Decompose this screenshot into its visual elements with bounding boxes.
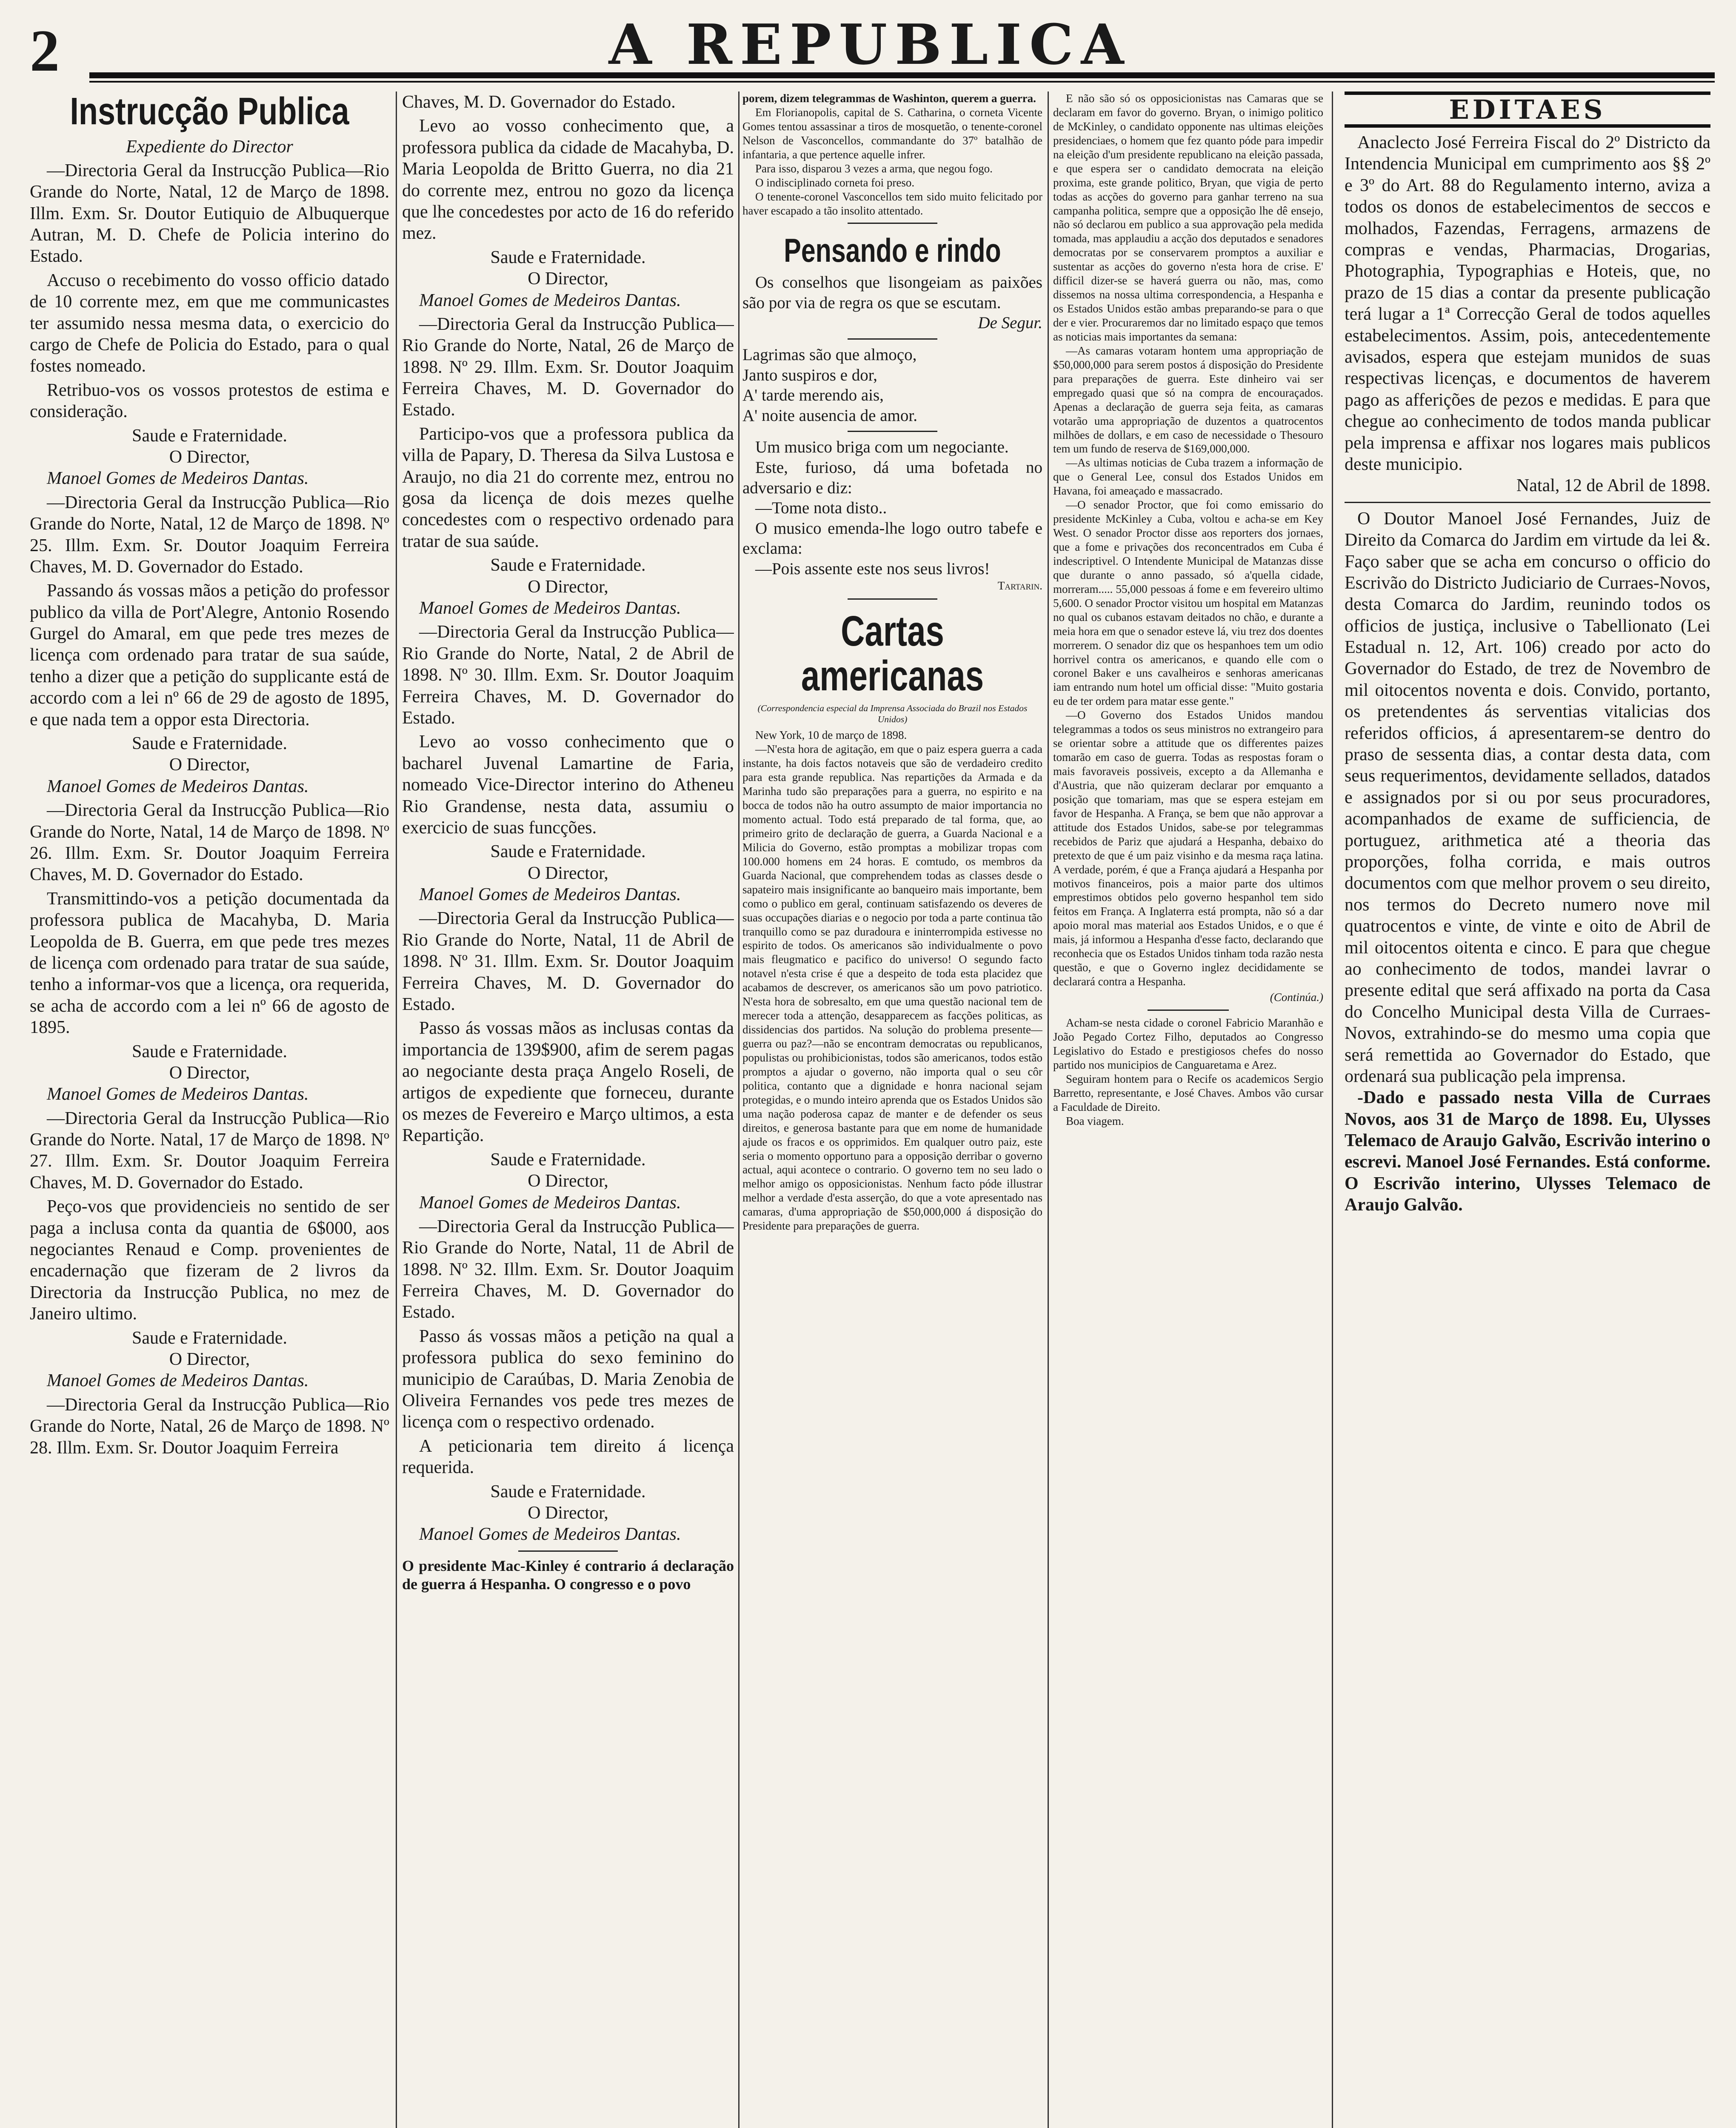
official-letter <box>402 1481 734 1545</box>
official-letter <box>30 733 389 797</box>
official-letter <box>402 1326 734 1433</box>
letter-text: —Directoria Geral da Instrucção Publica—Rio Grande do Norte, Natal, 14 de Março de 1898. Nº 26. Illm. Exm. Sr. Doutor Joaquim Ferreira Chaves, M. D. Governador do Estado. <box>30 801 389 885</box>
official-letter <box>402 115 734 244</box>
local-news <box>1053 1016 1323 1128</box>
official-letter <box>402 621 734 729</box>
salutation: Saude e Fraternidade. <box>131 1328 288 1348</box>
official-letter <box>30 888 389 1038</box>
salutation: Saude e Fraternidade. <box>131 1041 288 1061</box>
letter-text: —Directoria Geral da Instrucção Publica—Rio Grande do Norte, Natal, 26 de Março de 1898. Nº 28. Illm. Exm. Sr. Doutor Joaquim Ferreira <box>30 1395 389 1458</box>
signature-name: Manoel Gomes de Medeiros Dantas. <box>47 776 309 796</box>
official-letter <box>402 314 734 421</box>
official-letter <box>30 425 389 489</box>
salutation: Saude e Fraternidade. <box>131 426 288 446</box>
paragraph: Este, furioso, dá uma bofetada no adversario e diz: <box>742 458 1042 497</box>
letter-text: Passo ás vossas mãos as inclusas contas da importancia de 139$900, afim de serem pagas ao negociante desta praça Angelo Roseli, de artigos de expediente que forneceu, durante os mezes de Fevereiro e Março ultimos, a esta Repartição. <box>402 1018 734 1146</box>
letter-text: —Directoria Geral da Instrucção Publica—Rio Grande do Norte, Natal, 12 de Março de 1898. Nº 25. Illm. Exm. Sr. Doutor Joaquim Ferreira Chaves, M. D. Governador do Estado. <box>30 492 389 577</box>
paragraph: —As camaras votaram hontem uma appropriação de $50,000,000 para serem postos á disposição do Presidente para preparações de guerra. Este dinheiro vai ser empregado quasi que só na compra de encouraçados. Apenas a declaração de guerra seja feita, as camaras votarão uma appropriação de duzentos a quatrocentos milhões de dollars, e em caso de necessidade o Thesouro tem um fundo de reserva de $169,000,000. <box>1053 344 1323 455</box>
paragraph: —O Governo dos Estados Unidos mandou telegrammas a todos os seus ministros no extrangeiro para se orientar sobre a attitude que os differentes paizes tomarão em caso de guerra. Todas as respostas foram o mais favoraveis possiveis, excepto a da Allemanha e d'Austria, que não quizeram declarar por emquanto a posição que tomariam, mas que se espera estejam em favor de Hespanha. A França, se bem que não approvar a attitude dos Estados Unidos, sabe-se por telegrammas recebidos de Pariz que ajudará a Hespanha, debaixo do pretexto de que é um paiz visinho e da mesma raça latina. A verdade, porém, é que a França ajudará a Hespanha por motivos financeiros, pois a maior parte dos ultimos emprestimos obtidos pelo governo hespanhol tem sido feitos em França. A Inglaterra está prompta, não só a dar apoio moral mas material aos Estados Unidos, e o que é mais, já informou a Hespanha d'esse facto, declarando que reconhecia que os Estados Unidos tinham toda razão nesta questão, e que o Governo inglez decididamente se declarará contra a Hespanha. <box>1053 709 1323 988</box>
paragraph: Para isso, disparou 3 vezes a arma, que negou fogo. <box>755 162 993 175</box>
official-letter <box>30 1108 389 1194</box>
official-letter <box>30 1394 389 1459</box>
paragraph: E não são só os opposicionistas nas Camaras que se declaram em favor do governo. Bryan, o inimigo politico de McKinley, o candidato opponente nas ultimas eleições presidenciaes, o homem que fez quanto póde para impedir na eleição d'um presidente republicano na eleição passada, e que espera ser o candidato democrata na eleição proxima, este grande politico, Bryan, que vigia de perto todas as acções do governo para ganhar terreno na sua campanha politica, sempre que a opposição lhe dê ensejo, não só declarou em publico a sua approvação pela medida tomada, mas applaudiu a acção dos deputados e senadores democratas por se conservarem promptos a auxiliar e sustentar as acções do governo n'esta hora de crise. E' difficil dizer-se se haverá guerra ou não, mas, como dissemos na nossa ultima correspondencia, a Hespanha e os Estados Unidos estão ambas preparando-se para o que der e vier. Procuraremos dar no limitado espaço que temos as noticias mais importantes da semana: <box>1053 92 1323 343</box>
salutation: Saude e Fraternidade. <box>490 842 646 862</box>
letter-text: Levo ao vosso conhecimento que, a professora publica da cidade de Macahyba, D. Maria Leopolda de Britto Guerra, no dia 21 do corrente mez, entrou no gozo da licença que lhe concedestes por acto de 16 do referido mez. <box>402 116 734 243</box>
signature-title: O Director, <box>528 1503 608 1523</box>
cartas-americanas-cont <box>1053 92 1323 989</box>
salutation: Saude e Fraternidade. <box>490 555 646 575</box>
letter-text: Participo-vos que a professora publica da villa de Papary, D. Theresa da Silva Lustosa e Araujo, no dia 21 do corrente mez, entrou no gosa da licença de dois mezes quelhe concedestes com o respectivo ordenado para tratar de sua saúde. <box>402 424 734 551</box>
signature-title: O Director, <box>169 447 250 467</box>
paragraph: —N'esta hora de agitação, em que o paiz espera guerra a cada instante, ha dois factos notaveis que são de verdadeiro credito para esta grande republica. Nas repartições da Armada e da Marinha tudo são preparações para a guerra, no espirito e na bocca de todos não ha outro assumpto de maior importancia no momento actual. Todo está preparado de tal forma, que, ao primeiro grito de declaração de guerra, a Guarda Nacional e a Milicia do Governo, estão promptas a mobilizar tropas com 100.000 homens em 24 horas. E comtudo, os membros da Guarda Nacional, que comprehendem todas as classes desde o sapateiro mais insignificante ao banqueiro mais importante, bem como o publico em geral, continuam satisfazendo os deveres de suas occupações diarias e o negocio por toda a parte continua tão tranquillo como se paz duradoura e ininterrompida estivesse no espirito de todos. Os americanos são individualmente o povo mais fleugmatico e pacifico do universo! O segundo facto notavel n'esta crise é que a despeito de toda esta placidez que acabamos de descrever, os americanos são um povo patriotico. N'esta hora de sobresalto, em que uma questão nacional tem de merecer toda a attenção, desapparecem as facções politicas, as dissidencias dos partidos. Na solução do problema presente—guerra ou paz?—não se encontram democratas ou republicanos, populistas ou prohibicionistas, todos são americanos, todos estão promptos a ajudar o governo, não importa qual o seu côr politica, contanto que a dignidade e honra nacional sejam protegidas, e o mundo inteiro aprenda que os Estados Unidos são uma nação poderosa capaz de manter e de defender os seus direitos, e generosa bastante para que em nome de humanidade ajude os fracos e os opprimidos. Em qualquer outro paiz, este seria o momento opportuno para a opposição derribar o governo actual, aqui acontece o contrario. O governo tem no seu lado o melhor amigo os opposicionistas. Nenhum facto póde illustrar melhor a verdade d'esta asserção, do que a vote apresentado nas camaras, d'uma appropriação de $50,000,000 á disposição do Presidente para preparações de guerra. <box>742 743 1042 1233</box>
official-letter <box>402 555 734 619</box>
letter-text: —Directoria Geral da Instrucção Publica—Rio Grande do Norte, Natal, 2 de Abril de 1898. Nº 30. Illm. Exm. Sr. Doutor Joaquim Ferreira Chaves, M. D. Governador do Estado. <box>402 622 734 728</box>
quote-author: De Segur. <box>978 314 1042 332</box>
paragraph: Lagrimas são que almoço, <box>742 346 917 364</box>
official-letter <box>402 1018 734 1146</box>
letter-text: —Directoria Geral da Instrucção Publica—Rio Grande do Norte, Natal, 12 de Março de 1898. Illm. Exm. Sr. Doutor Eutiquio de Albuquerque Autran, M. D. Chefe de Policia interino do Estado. <box>30 160 389 266</box>
telegram-note: porem, dizem telegrammas de Washinton, querem a guerra. <box>742 92 1036 105</box>
poem <box>742 345 1042 426</box>
divider <box>1345 502 1710 503</box>
column-news-and-humor <box>742 92 1042 2128</box>
official-letter <box>30 380 389 423</box>
divider <box>848 598 938 600</box>
letter-text: Chaves, M. D. Governador do Estado. <box>402 92 676 112</box>
paragraph: A' tarde merendo ais, <box>742 386 884 405</box>
news-brief <box>742 92 1042 217</box>
quote-text: Os conselhos que lisongeiam as paixões são por via de regra os que se escutam. <box>742 273 1042 312</box>
salutation: Saude e Fraternidade. <box>490 247 646 267</box>
official-letter <box>30 1196 389 1324</box>
cartas-americanas-body <box>742 742 1042 1233</box>
entry-list <box>30 160 389 1459</box>
paragraph: —Pois assente este nos seus livros! <box>755 559 990 578</box>
florianopolis-report <box>742 106 1042 218</box>
edital-fiscal <box>1345 132 1710 497</box>
official-letter <box>30 800 389 886</box>
column-rule <box>1332 92 1333 2128</box>
official-letter <box>30 580 389 730</box>
signature-title: O Director, <box>528 269 608 289</box>
signature-title: O Director, <box>528 1171 608 1191</box>
official-letter <box>402 247 734 311</box>
signature-name: Manoel Gomes de Medeiros Dantas. <box>47 1084 309 1104</box>
column-rule <box>1048 92 1049 2128</box>
salutation: Saude e Fraternidade. <box>490 1150 646 1170</box>
edital-date: Natal, 12 de Abril de 1898. <box>1516 476 1710 496</box>
section-subheading: Expediente do Director <box>126 137 293 157</box>
editaes-heading: EDITAES <box>1345 92 1710 128</box>
official-letter <box>402 1149 734 1213</box>
official-letter <box>30 492 389 578</box>
official-letter <box>30 1327 389 1392</box>
signature-title: O Director, <box>169 755 250 775</box>
signature-title: O Director, <box>169 1349 250 1369</box>
paragraph: Boa viagem. <box>1066 1114 1124 1127</box>
letter-text: Transmittindo-vos a petição documentada da professora publica de Macahyba, D. Maria Leopolda de B. Guerra, em que pede tres mezes de licença com ordenado para tratar de sua saúde, tenho a informar-vos que a licença, ora requerida, se acha de accordo com a lei nº 66 de agosto de 1895. <box>30 889 389 1038</box>
correspondence-note: (Correspondencia especial da Imprensa Associada do Brazil nos Estados Unidos) <box>757 703 1028 725</box>
official-letter <box>30 270 389 377</box>
continua-note: (Continúa.) <box>1270 991 1323 1004</box>
signature-name: Manoel Gomes de Medeiros Dantas. <box>419 1193 681 1213</box>
signature-title: O Director, <box>528 863 608 883</box>
paragraph: O indisciplinado corneta foi preso. <box>755 176 915 189</box>
official-letter <box>402 92 734 113</box>
edital-text: Anaclecto José Ferreira Fiscal do 2º Districto da Intendencia Municipal em cumprimento aos §§ 2º e 3º do Art. 88 do Regulamento interno, aviza a todos os donos de estabelecimentos de seccos e molhados, Fazendas, Ferragens, armazens de compras e vendas, Pharmacias, Drogarias, Photographia, Typographias e Hoteis, que, no prazo de 15 dias a contar da presente publicação terá lugar a 1ª Correcção Geral de todos aquelles estabelecimentos. Assim, pois, antecedentemente avisados, espera que estejam munidos de suas respectivas licenças, e documentos de haverem pago as afferições de pezos e medidas. E para que chegue ao conhecimento de todos manda publicar pela imprensa e affixar nos logares mais publicos deste municipio. <box>1345 133 1710 474</box>
official-letter <box>402 731 734 838</box>
letter-text: Levo ao vosso conhecimento que o bacharel Juvenal Lamartine de Faria, nomeado Vice-Director interino do Atheneu Rio Grandense, nesta data, assumiu o exercicio de suas funcções. <box>402 732 734 838</box>
edital-text: O Doutor Manoel José Fernandes, Juiz de Direito da Comarca do Jardim em virtude da lei &. Faço saber que se acha em concurso o officio do Escrivão do Districto Judiciario de Curraes-Novos, desta Comarca do Jardim, reunindo todos os officios de justiça, inclusive o Tabellionato (Lei Estadual n. 12, Art. 106) creado por acto do Governador do Estado, de trez de Novembro de mil oitocentos noventa e dois. Convido, portanto, os pretendentes ás serventias vitalicias dos referidos officios, á apresentarem-se dentro do praso de sessenta dias, a contar desta data, com seus requerimentos, devidamente sellados, datados e assignados por si ou por seus procuradores, acompanhados de exame de sufficiencia, de portuguez, arithmetica até a theoria das proporções, folha corrida, e mais outros documentos com que melhor provem o seu direito, nos termos do Decreto numero nove mil quatrocentos e vinte, de vinte e oito de Abril de mil oitocentos oitenta e cinco. E para que chegue ao conhecimento de todos, mandei lavrar o presente edital que será affixado na porta da Casa do Concelho Municipal desta Villa de Curraes-Novos, extrahindo-se do mesmo uma copia que será remettida ao Governador do Estado, que ordenará sua publicação pela imprensa. <box>1345 509 1710 1086</box>
column-rule <box>738 92 740 2128</box>
divider <box>518 1550 618 1552</box>
masthead <box>26 12 1715 84</box>
column-cartas-cont <box>1053 92 1323 2128</box>
signature-name: Manoel Gomes de Medeiros Dantas. <box>47 469 309 489</box>
letter-text: Retribuo-vos os vossos protestos de estima e consideração. <box>30 380 389 422</box>
official-letter <box>402 908 734 1015</box>
paragraph: O tenente-coronel Vasconcellos tem sido muito felicitado por haver escapado a tão insolito attentado. <box>742 190 1042 217</box>
divider <box>848 223 938 224</box>
paragraph: —Tome nota disto.. <box>755 499 887 518</box>
column-instrucao-publica <box>30 92 389 2128</box>
salutation: Saude e Fraternidade. <box>490 1482 646 1502</box>
paragraph: Acham-se nesta cidade o coronel Fabricio Maranhão e João Pegado Cortez Filho, deputados ao Congresso Legislativo do Estado e prestigiosos chefes do nosso partido nos municipios de Canguaretama e Arez. <box>1053 1016 1323 1071</box>
letter-text: —Directoria Geral da Instrucção Publica—Rio Grande do Norte. Natal, 17 de Março de 1898. Nº 27. Illm. Exm. Sr. Doutor Joaquim Ferreira Chaves, M. D. Governador do Estado. <box>30 1108 389 1193</box>
signature-name: Manoel Gomes de Medeiros Dantas. <box>419 290 681 310</box>
letter-text: A peticionaria tem direito á licença requerida. <box>402 1436 734 1478</box>
letter-text: —Directoria Geral da Instrucção Publica—Rio Grande do Norte, Natal, 11 de Abril de 1898. Nº 31. Illm. Exm. Sr. Doutor Joaquim Ferreira Chaves, M. D. Governador do Estado. <box>402 909 734 1015</box>
signature-title: O Director, <box>528 577 608 597</box>
paragraph: O musico emenda-lhe logo outro tabefe e exclama: <box>742 519 1042 558</box>
letter-text: Passando ás vossas mãos a petição do professor publico da villa de Port'Alegre, Antonio Rosendo Gurgel do Amaral, em que pede tres mezes de licença com ordenado para tratar de sua saúde, tenho a dizer que a petição do supplicante está de accordo com a lei nº 66 de 29 de agosto de 1895, e que nada tem a oppor esta Directoria. <box>30 581 389 729</box>
paragraph: Seguiram hontem para o Recife os academicos Sergio Barretto, representante, e José Chaves. Ambos vão cursar a Faculdade de Direito. <box>1053 1072 1323 1113</box>
signature-name: Manoel Gomes de Medeiros Dantas. <box>419 885 681 905</box>
edital-closing: -Dado e passado nesta Villa de Curraes Novos, aos 31 de Março de 1898. Eu, Ulysses Telemaco de Araujo Galvão, Escrivão interino o escrevi. Manoel José Fernandes. Está conforme. O Escrivão interino, Ulysses Telemaco de Araujo Galvão. <box>1345 1088 1710 1215</box>
paragraph: Um musico briga com um negociante. <box>755 438 1009 457</box>
section-heading: Instrucção Publica <box>70 92 349 133</box>
joke <box>742 437 1042 579</box>
news-brief: O presidente Mac-Kinley é contrario á declaração de guerra á Hespanha. O congresso e o povo <box>402 1557 734 1593</box>
entry-list <box>402 92 734 1545</box>
signature-name: Manoel Gomes de Medeiros Dantas. <box>419 1524 681 1545</box>
paragraph: Janto suspiros e dor, <box>742 366 877 384</box>
letter-text: Passo ás vossas mãos a petição na qual a professora publica do sexo feminino do municipio de Caraúbas, D. Maria Zenobia de Oliveira Fernandes vos pede tres mezes de licença com o respectivo ordenado. <box>402 1326 734 1432</box>
letter-text: Peço-vos que providencieis no sentido de ser paga a inclusa conta da quantia de 6$000, aos negociantes Renaud e Comp. provenientes de encadernação que fizeram de 2 livros da Directoria da Instrucção Publica, no mez de Janeiro ultimo. <box>30 1197 389 1324</box>
signature-name: Manoel Gomes de Medeiros Dantas. <box>47 1371 309 1391</box>
divider <box>848 338 938 340</box>
letter-text: —Directoria Geral da Instrucção Publica—Rio Grande do Norte, Natal, 11 de Abril de 1898. Nº 32. Illm. Exm. Sr. Doutor Joaquim Ferreira Chaves, M. D. Governador do Estado. <box>402 1216 734 1322</box>
page-number: 2 <box>30 18 60 84</box>
dateline: New York, 10 de março de 1898. <box>755 729 907 742</box>
pensando-e-rindo-heading: Pensando e rindo <box>784 232 1001 269</box>
paragraph: A' noite ausencia de amor. <box>742 406 917 425</box>
official-letter <box>30 1041 389 1105</box>
column-expediente-cont <box>402 92 734 2128</box>
newspaper-title: A REPUBLICA <box>608 12 1132 77</box>
letter-text: —Directoria Geral da Instrucção Publica—Rio Grande do Norte, Natal, 26 de Março de 1898. Nº 29. Illm. Exm. Sr. Doutor Joaquim Ferreira Chaves, M. D. Governador do Estado. <box>402 314 734 420</box>
official-letter <box>402 1436 734 1479</box>
edital-juiz <box>1345 508 1710 1216</box>
signature-title: O Director, <box>169 1063 250 1083</box>
column-rule <box>396 92 397 2128</box>
divider <box>848 431 938 432</box>
official-letter <box>402 1216 734 1323</box>
official-letter <box>402 423 734 552</box>
joke-author: Tartarin. <box>997 579 1042 592</box>
paragraph: —As ultimas noticias de Cuba trazem a informação de que o General Lee, consul dos Estados Unidos em Havana, foi ameaçado e massacrado. <box>1053 456 1323 498</box>
signature-name: Manoel Gomes de Medeiros Dantas. <box>419 598 681 618</box>
column-editaes <box>1345 92 1710 2128</box>
paragraph: Em Florianopolis, capital de S. Catharina, o corneta Vicente Gomes tentou assassinar a tiros de mosquetão, o tenente-coronel Nelson de Vasconcellos, commandante do 37º batalhão de infantaria, a que pertence aquelle infrer. <box>742 106 1042 161</box>
official-letter <box>402 841 734 905</box>
masthead-rule <box>89 72 1715 83</box>
letter-text: Accuso o recebimento do vosso officio datado de 10 corrente mez, em que me communicastes ter assumido nessa mesma data, o exercicio do cargo de Chefe de Policia do Estado, para o qual fostes nomeado. <box>30 270 389 376</box>
paragraph: —O senador Proctor, que foi como emissario do presidente McKinley a Cuba, voltou e acha-se em Key West. O senador Proctor disse aos reporters dos jornaes, que a fome e privações dos reconcentrados em Cuba é indescriptivel. O Intendente Municipal de Matanzas disse que durante o anno passado, só a'quella cidade, morreram..... 55,000 pessoas á fome e em fevereiro ultimo 5,600. O senador Proctor visitou um hospital em Matanzas no qual os cubanos estavam deitados no chão, e durante a meia hora em que o senador esteve lá, viu trez dos doentes morrerem. O senador diz que os hespanhoes tem um odio horrivel contra os americanos, e quando elle com o coronel Baker e uns cavalheiros e senhoras americanas iam entrando num hotel um official disse: "Muito gostaria eu de ter ordem para matar esse gente." <box>1053 498 1323 708</box>
official-letter <box>30 160 389 267</box>
divider <box>1148 1010 1229 1011</box>
salutation: Saude e Fraternidade. <box>131 734 288 754</box>
cartas-americanas-heading: Cartas americanas <box>801 607 984 700</box>
pensando-e-rindo-body <box>742 272 1042 593</box>
